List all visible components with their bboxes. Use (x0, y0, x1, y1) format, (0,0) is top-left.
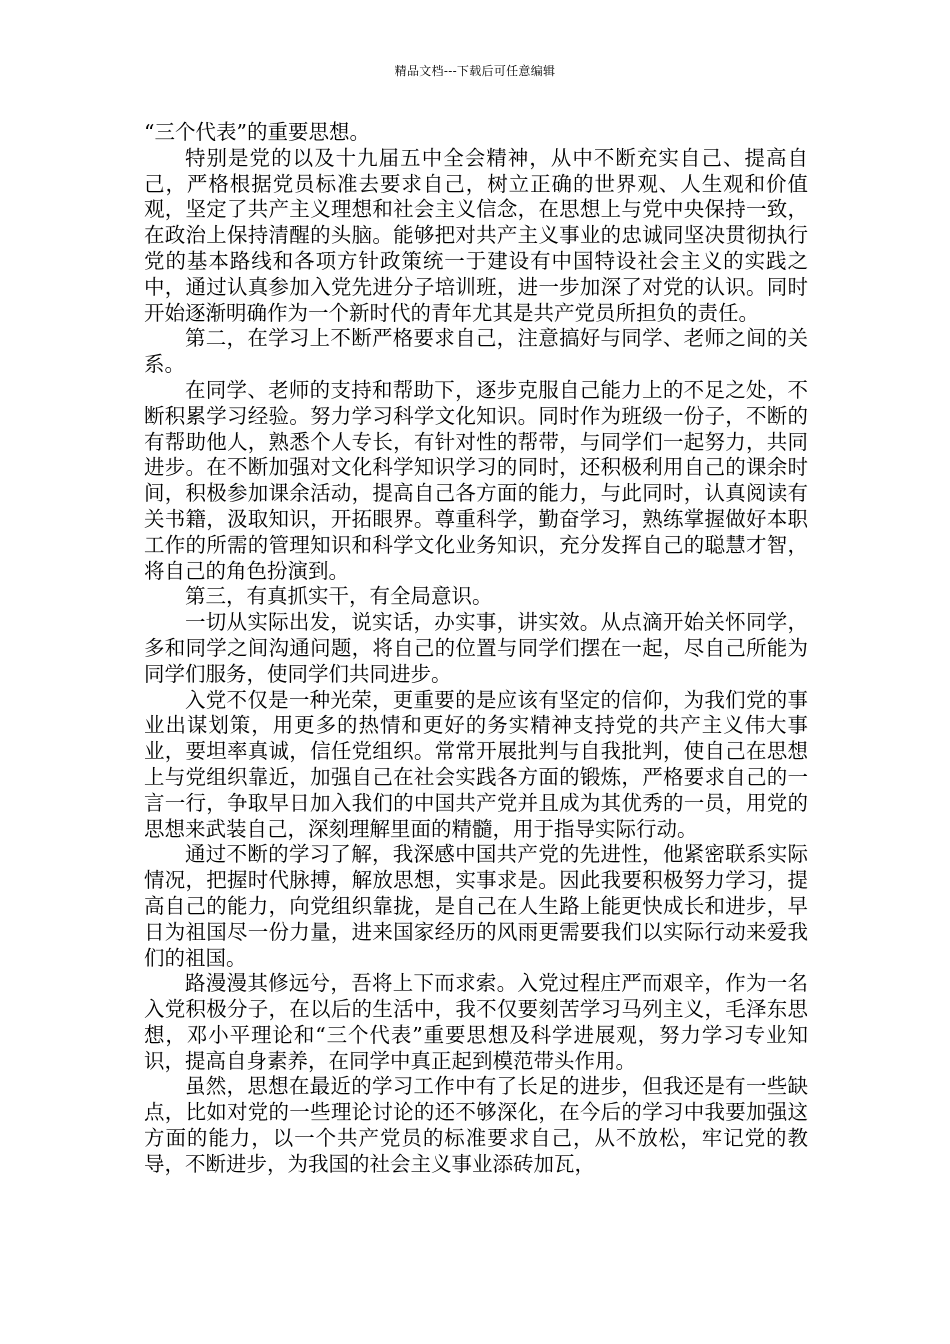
paragraph-6: 一切从实际出发，说实话，办实事，讲实效。从点滴开始关怀同学，多和同学之间沟通问题，将自己的位置与同学们摆在一起，尽自己所能为同学们服务，使同学们共同进步。 (144, 610, 808, 686)
paragraph-3: 第二，在学习上不断严格要求自己，注意搞好与同学、老师之间的关系。 (144, 326, 808, 377)
paragraph-4: 在同学、老师的支持和帮助下，逐步克服自己能力上的不足之处，不断积累学习经验。努力学习科学文化知识。同时作为班级一份子，不断的有帮助他人，熟悉个人专长，有针对性的帮带，与同学们一起努力，共同进步。在不断加强对文化科学知识学习的同时，还积极利用自己的课余时间，积极参加课余活动，提高自己各方面的能力，与此同时，认真阅读有关书籍，汲取知识，开拓眼界。尊重科学，勤奋学习，熟练掌握做好本职工作的所需的管理知识和科学文化业务知识，充分发挥自己的聪慧才智，将自己的角色扮演到。 (144, 377, 808, 583)
paragraph-10: 虽然，思想在最近的学习工作中有了长足的进步，但我还是有一些缺点，比如对党的一些理论讨论的还不够深化，在今后的学习中我要加强这方面的能力，以一个共产党员的标准要求自己，从不放松，牢记党的教导，不断进步，为我国的社会主义事业添砖加瓦， (144, 1074, 808, 1176)
paragraph-2: 特别是党的以及十九届五中全会精神，从中不断充实自己、提高自己，严格根据党员标准去要求自己，树立正确的世界观、人生观和价值观，坚定了共产主义理想和社会主义信念，在思想上与党中央保持一致，在政治上保持清醒的头脑。能够把对共产主义事业的忠诚同坚决贯彻执行党的基本路线和各项方针政策统一于建设有中国特设社会主义的实践之中，通过认真参加入党先进分子培训班，进一步加深了对党的认识。同时开始逐渐明确作为一个新时代的青年尤其是共产党员所担负的责任。 (144, 145, 808, 325)
document-body (144, 120, 808, 1178)
paragraph-1: “三个代表”的重要思想。 (144, 120, 370, 144)
paragraph-7: 入党不仅是一种光荣，更重要的是应该有坚定的信仰，为我们党的事业出谋划策，用更多的热情和更好的务实精神支持党的共产主义伟大事业，要坦率真诚，信任党组织。常常开展批判与自我批判，使自己在思想上与党组织靠近，加强自己在社会实践各方面的锻炼，严格要求自己的一言一行，争取早日加入我们的中国共产党并且成为其优秀的一员，用党的思想来武装自己，深刻理解里面的精髓，用于指导实际行动。 (144, 687, 808, 841)
paragraph-5: 第三，有真抓实干，有全局意识。 (185, 584, 493, 609)
paragraph-9: 路漫漫其修远兮，吾将上下而求索。入党过程庄严而艰辛，作为一名入党积极分子，在以后的生活中，我不仅要刻苦学习马列主义，毛泽东思想，邓小平理论和“三个代表”重要思想及科学进展观，努力学习专业知识，提高自身素养，在同学中真正起到模范带头作用。 (144, 971, 808, 1073)
page-header: 精品文档---下载后可任意编辑 (394, 64, 556, 78)
paragraph-8: 通过不断的学习了解，我深感中国共产党的先进性，他紧密联系实际情况，把握时代脉搏，解放思想，实事求是。因此我要积极努力学习，提高自己的能力，向党组织靠拢，是自己在人生路上能更快成长和进步，早日为祖国尽一份力量，进来国家经历的风雨更需要我们以实际行动来爱我们的祖国。 (144, 842, 808, 970)
